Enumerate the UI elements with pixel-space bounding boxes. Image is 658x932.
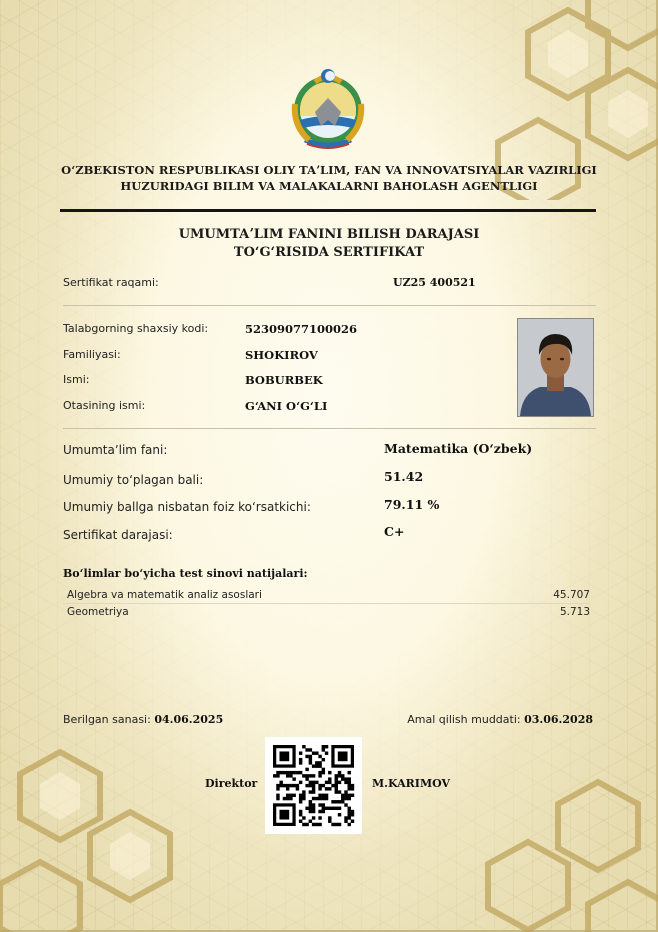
surname-value: SHOKIROV bbox=[245, 348, 318, 362]
certificate-title-line1: UMUMTAʼLIM FANINI BILISH DARAJASI bbox=[178, 227, 480, 242]
expiry-date-label: Amal qilish muddati: bbox=[407, 713, 521, 726]
patronymic-value: GʻANI OʻGʻLI bbox=[245, 399, 328, 413]
certificate-title-line2: TOʻGʻRISIDA SERTIFIKAT bbox=[233, 245, 425, 260]
header-divider bbox=[60, 209, 596, 212]
percentage-value: 79.11 % bbox=[384, 497, 440, 512]
percentage-label: Umumiy ballga nisbatan foiz koʻrsatkichi: bbox=[63, 500, 311, 514]
state-emblem-icon bbox=[285, 64, 371, 152]
divider bbox=[63, 305, 596, 306]
personal-code-value: 52309077100026 bbox=[245, 322, 358, 336]
section-row-score: 5.713 bbox=[559, 606, 590, 618]
issue-date bbox=[63, 713, 223, 726]
corner-ornament-bottom-left bbox=[0, 732, 200, 932]
subject-label: Umumtaʼlim fani: bbox=[63, 443, 168, 457]
total-score-label: Umumiy toʻplagan bali: bbox=[63, 473, 204, 487]
certificate-level-label: Sertifikat darajasi: bbox=[63, 528, 173, 542]
certificate-number-label: Sertifikat raqami: bbox=[63, 276, 159, 289]
section-row-name: Algebra va matematik analiz asoslari bbox=[67, 589, 262, 601]
issue-date-value: 04.06.2025 bbox=[154, 713, 224, 726]
qr-code-icon bbox=[265, 737, 362, 834]
first-name-label: Ismi: bbox=[63, 373, 90, 386]
surname-label: Familiyasi: bbox=[63, 348, 121, 361]
issue-date-label: Berilgan sanasi: bbox=[63, 713, 151, 726]
director-title: Direktor bbox=[205, 777, 258, 790]
section-results-heading: Boʻlimlar boʻyicha test sinovi natijalari: bbox=[63, 567, 308, 580]
expiry-date bbox=[360, 713, 593, 726]
director-name: M.KARIMOV bbox=[372, 777, 451, 790]
expiry-date-value: 03.06.2028 bbox=[524, 713, 593, 726]
patronymic-label: Otasining ismi: bbox=[63, 399, 146, 412]
subject-value: Matematika (Oʻzbek) bbox=[384, 441, 533, 456]
agency-name-line2: HUZURIDAGI BILIM VA MALAKALARNI BAHOLASH AGENTLIGI bbox=[120, 179, 538, 193]
row-divider bbox=[63, 603, 590, 604]
divider bbox=[63, 428, 596, 429]
agency-name-line1: OʻZBEKISTON RESPUBLIKASI OLIY TAʼLIM, FAN VA INNOVATSIYALAR VAZIRLIGI bbox=[61, 163, 597, 177]
total-score-value: 51.42 bbox=[384, 469, 424, 484]
portrait-photo bbox=[517, 318, 594, 417]
certificate-number: UZ25 400521 bbox=[393, 276, 476, 289]
corner-ornament-bottom-right bbox=[478, 752, 658, 932]
first-name-value: BOBURBEK bbox=[245, 373, 323, 387]
section-row-score: 45.707 bbox=[553, 589, 590, 601]
personal-code-label: Talabgorning shaxsiy kodi: bbox=[63, 322, 209, 335]
section-row-name: Geometriya bbox=[67, 606, 129, 618]
certificate-level-value: C+ bbox=[384, 524, 405, 539]
